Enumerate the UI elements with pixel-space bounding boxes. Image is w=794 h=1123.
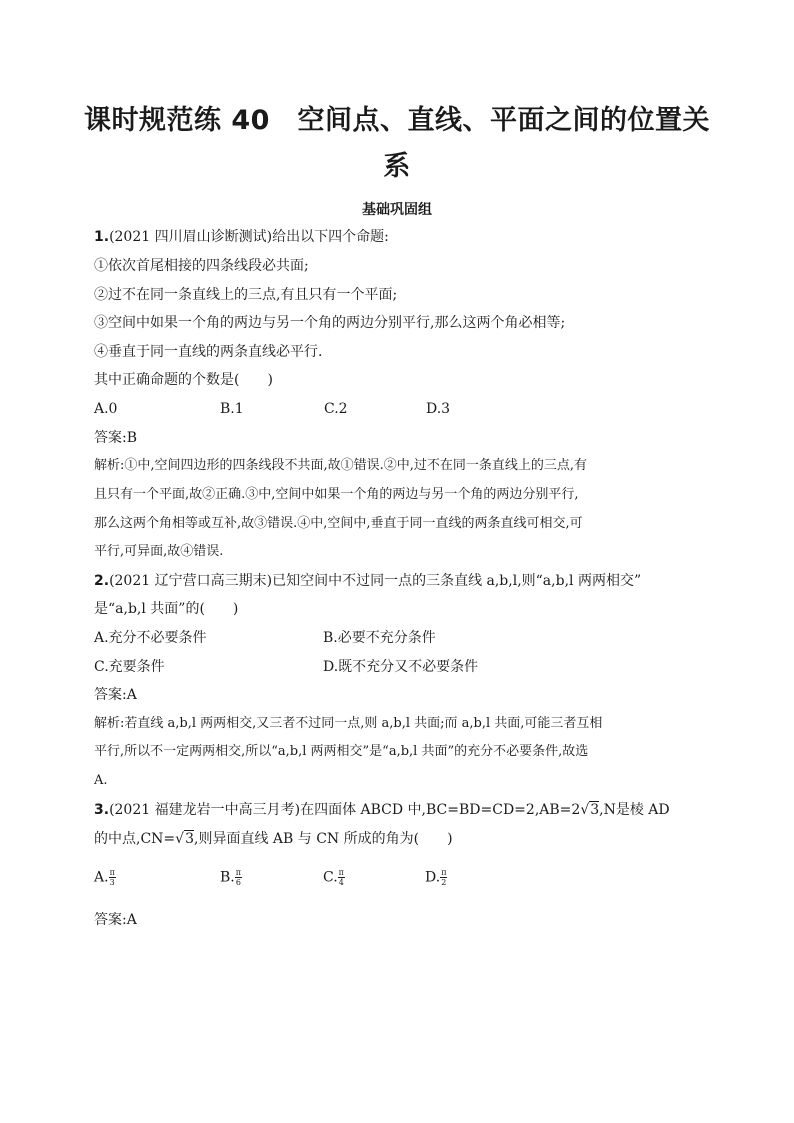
q1-explanation-4: 平行,可异面,故④错误. [94, 544, 224, 559]
q3-option-c: C. $\frac{\pi}{4}$ [323, 868, 344, 887]
q3-stem: 3.(2021 福建龙岩一中高三月考)在四面体 ABCD 中,BC=BD=CD=2,AB=2√3,N是棱 AD [94, 802, 670, 818]
sqrt-symbol: √3 [175, 831, 194, 847]
q1-question: 其中正确命题的个数是( ) [94, 372, 273, 388]
q1-statement-2: ②过不在同一条直线上的三点,有且只有一个平面; [94, 287, 398, 303]
q1-explanation-2: 且只有一个平面,故②正确.③中,空间中如果一个角的两边与另一个角的两边分别平行, [94, 487, 579, 502]
page-title: 课时规范练 40 空间点、直线、平面之间的位置关 [84, 105, 710, 136]
q3-answer: 答案:A [94, 912, 137, 928]
q1-statement-4: ④垂直于同一直线的两条直线必平行. [94, 344, 323, 360]
q2-explanation-1: 解析:若直线 a,b,l 两两相交,又三者不过同一点,则 a,b,l 共面;而 a,b,l 共面,可能三者互相 [94, 716, 603, 731]
q1-option-a: A.0 [94, 401, 118, 417]
q2-option-b: B.必要不充分条件 [323, 630, 436, 646]
q2-option-a: A.充分不必要条件 [94, 630, 207, 646]
q1-explanation-1: 解析:①中,空间四边形的四条线段不共面,故①错误.②中,过不在同一条直线上的三点,有 [94, 458, 588, 473]
q2-option-c: C.充要条件 [94, 659, 165, 675]
page-title-continued: 系 [383, 151, 411, 182]
section-heading: 基础巩固组 [362, 202, 432, 218]
q2-option-d: D.既不充分又不必要条件 [323, 659, 479, 675]
q1-answer: 答案:B [94, 430, 138, 446]
q1-option-d: D.3 [426, 401, 451, 417]
q2-stem-continued: 是“a,b,l 共面”的( ) [94, 601, 239, 617]
q1-option-b: B.1 [220, 401, 244, 417]
q1-option-c: C.2 [324, 401, 348, 417]
q3-stem-continued: 的中点,CN=√3,则异面直线 AB 与 CN 所成的角为( ) [94, 831, 453, 847]
q3-option-a: A. $\frac{\pi}{3}$ [94, 868, 115, 887]
sqrt-symbol: √3 [580, 802, 600, 818]
q1-statement-1: ①依次首尾相接的四条线段必共面; [94, 258, 309, 274]
q2-stem: 2.(2021 辽宁营口高三期末)已知空间中不过同一点的三条直线 a,b,l,则“a,b,l 两两相交” [94, 573, 642, 589]
q1-explanation-3: 那么这两个角相等或互补,故③错误.④中,空间中,垂直于同一直线的两条直线可相交,可 [94, 516, 583, 531]
q2-explanation-3: A. [94, 773, 108, 788]
q3-option-d: D. $\frac{\pi}{2}$ [425, 868, 447, 887]
q3-option-b: B. $\frac{\pi}{6}$ [220, 868, 242, 887]
q2-explanation-2: 平行,所以不一定两两相交,所以“a,b,l 两两相交”是“a,b,l 共面”的充分不必要条件,故选 [94, 744, 589, 759]
q1-statement-3: ③空间中如果一个角的两边与另一个角的两边分别平行,那么这两个角必相等; [94, 315, 566, 331]
q2-answer: 答案:A [94, 687, 137, 703]
q1-stem: 1.(2021 四川眉山诊断测试)给出以下四个命题: [94, 229, 389, 245]
